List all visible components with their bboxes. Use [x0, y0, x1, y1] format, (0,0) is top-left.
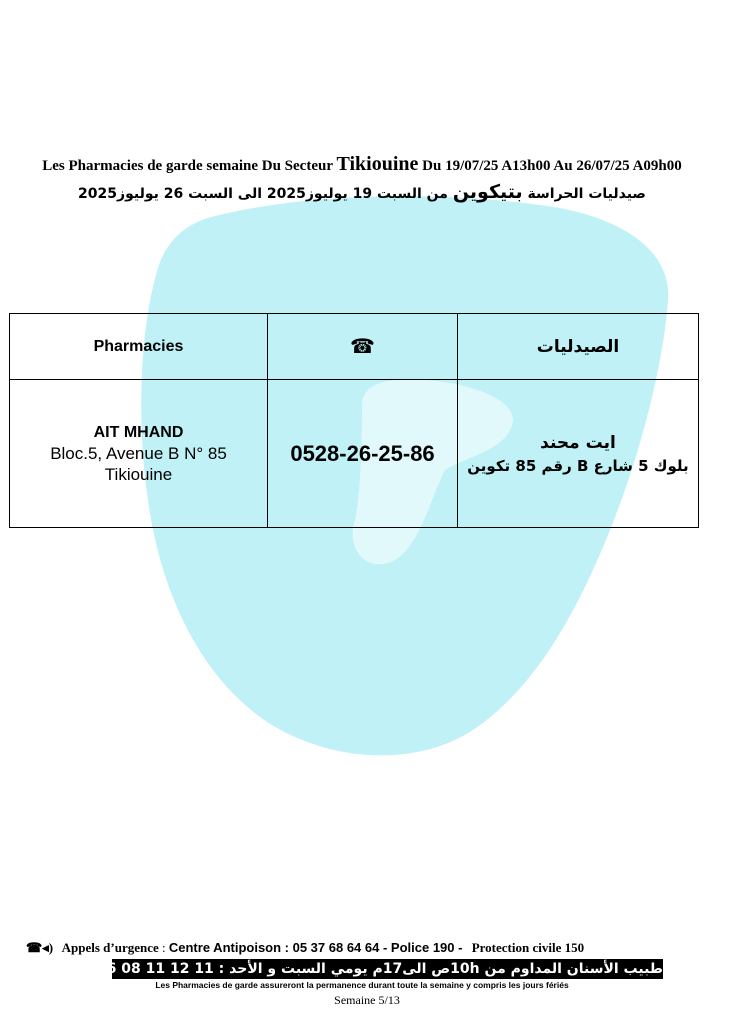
page-number: Semaine 5/13: [334, 993, 400, 1007]
permanence-note: Les Pharmacies de garde assureront la permanence durant toute la semaine y compris les jours fériés: [155, 980, 569, 990]
header-pharmacies-arabic: الصيدليات: [458, 314, 699, 380]
table-row: [10, 380, 699, 528]
pharmacy-name: AIT MHAND: [93, 423, 184, 441]
title-arabic: صيدليات الحراسة بتيكوين من السبت 19 يوليوز2025 الى السبت 26 يوليوز2025: [78, 181, 646, 203]
pharmacy-address: Bloc.5, Avenue B N° 85: [50, 443, 227, 463]
civil-protection-number: Protection civile 150: [471, 940, 585, 955]
pharmacy-cell-fr: [10, 380, 268, 528]
phone-icon: ☎◂): [26, 940, 54, 955]
telephone-icon: ☎: [350, 336, 375, 358]
pharmacy-cell-ar: [458, 380, 699, 528]
pharmacy-table: [9, 313, 699, 528]
emergency-line: ☎◂) Appels d’urgence : Centre Antipoison : 05 37 68 64 64 - Police 190 - Protection civile 150: [26, 940, 585, 955]
emergency-label: Appels d’urgence: [61, 940, 159, 955]
header-pharmacies: Pharmacies: [10, 314, 268, 380]
pharmacy-name-arabic: ايت محند: [540, 432, 616, 453]
phone-cell: [268, 380, 458, 528]
pharmacy-city: Tikiouine: [104, 464, 173, 484]
header-telephone: [268, 314, 458, 380]
sector-name: Tikiouine: [336, 153, 419, 175]
dentist-banner: طبيب الأسنان المداوم من 10hص الى17م يومي السبت و الأحد : 11 12 11 08 06: [96, 961, 663, 977]
antipoison-number: Centre Antipoison : 05 37 68 64 64 - Police 190 -: [168, 940, 463, 955]
title-french: Les Pharmacies de garde semaine Du Secteur Tikiouine Du 19/07/25 A13h00 Au 26/07/25 A09h00: [42, 153, 682, 175]
pharmacy-phone: 0528-26-25-86: [290, 440, 435, 466]
sector-name-arabic: بتيكوين: [452, 181, 523, 203]
pharmacy-address-arabic: بلوك 5 شارع B رقم 85 تكوين: [467, 456, 689, 475]
table-header-row: [10, 314, 699, 380]
